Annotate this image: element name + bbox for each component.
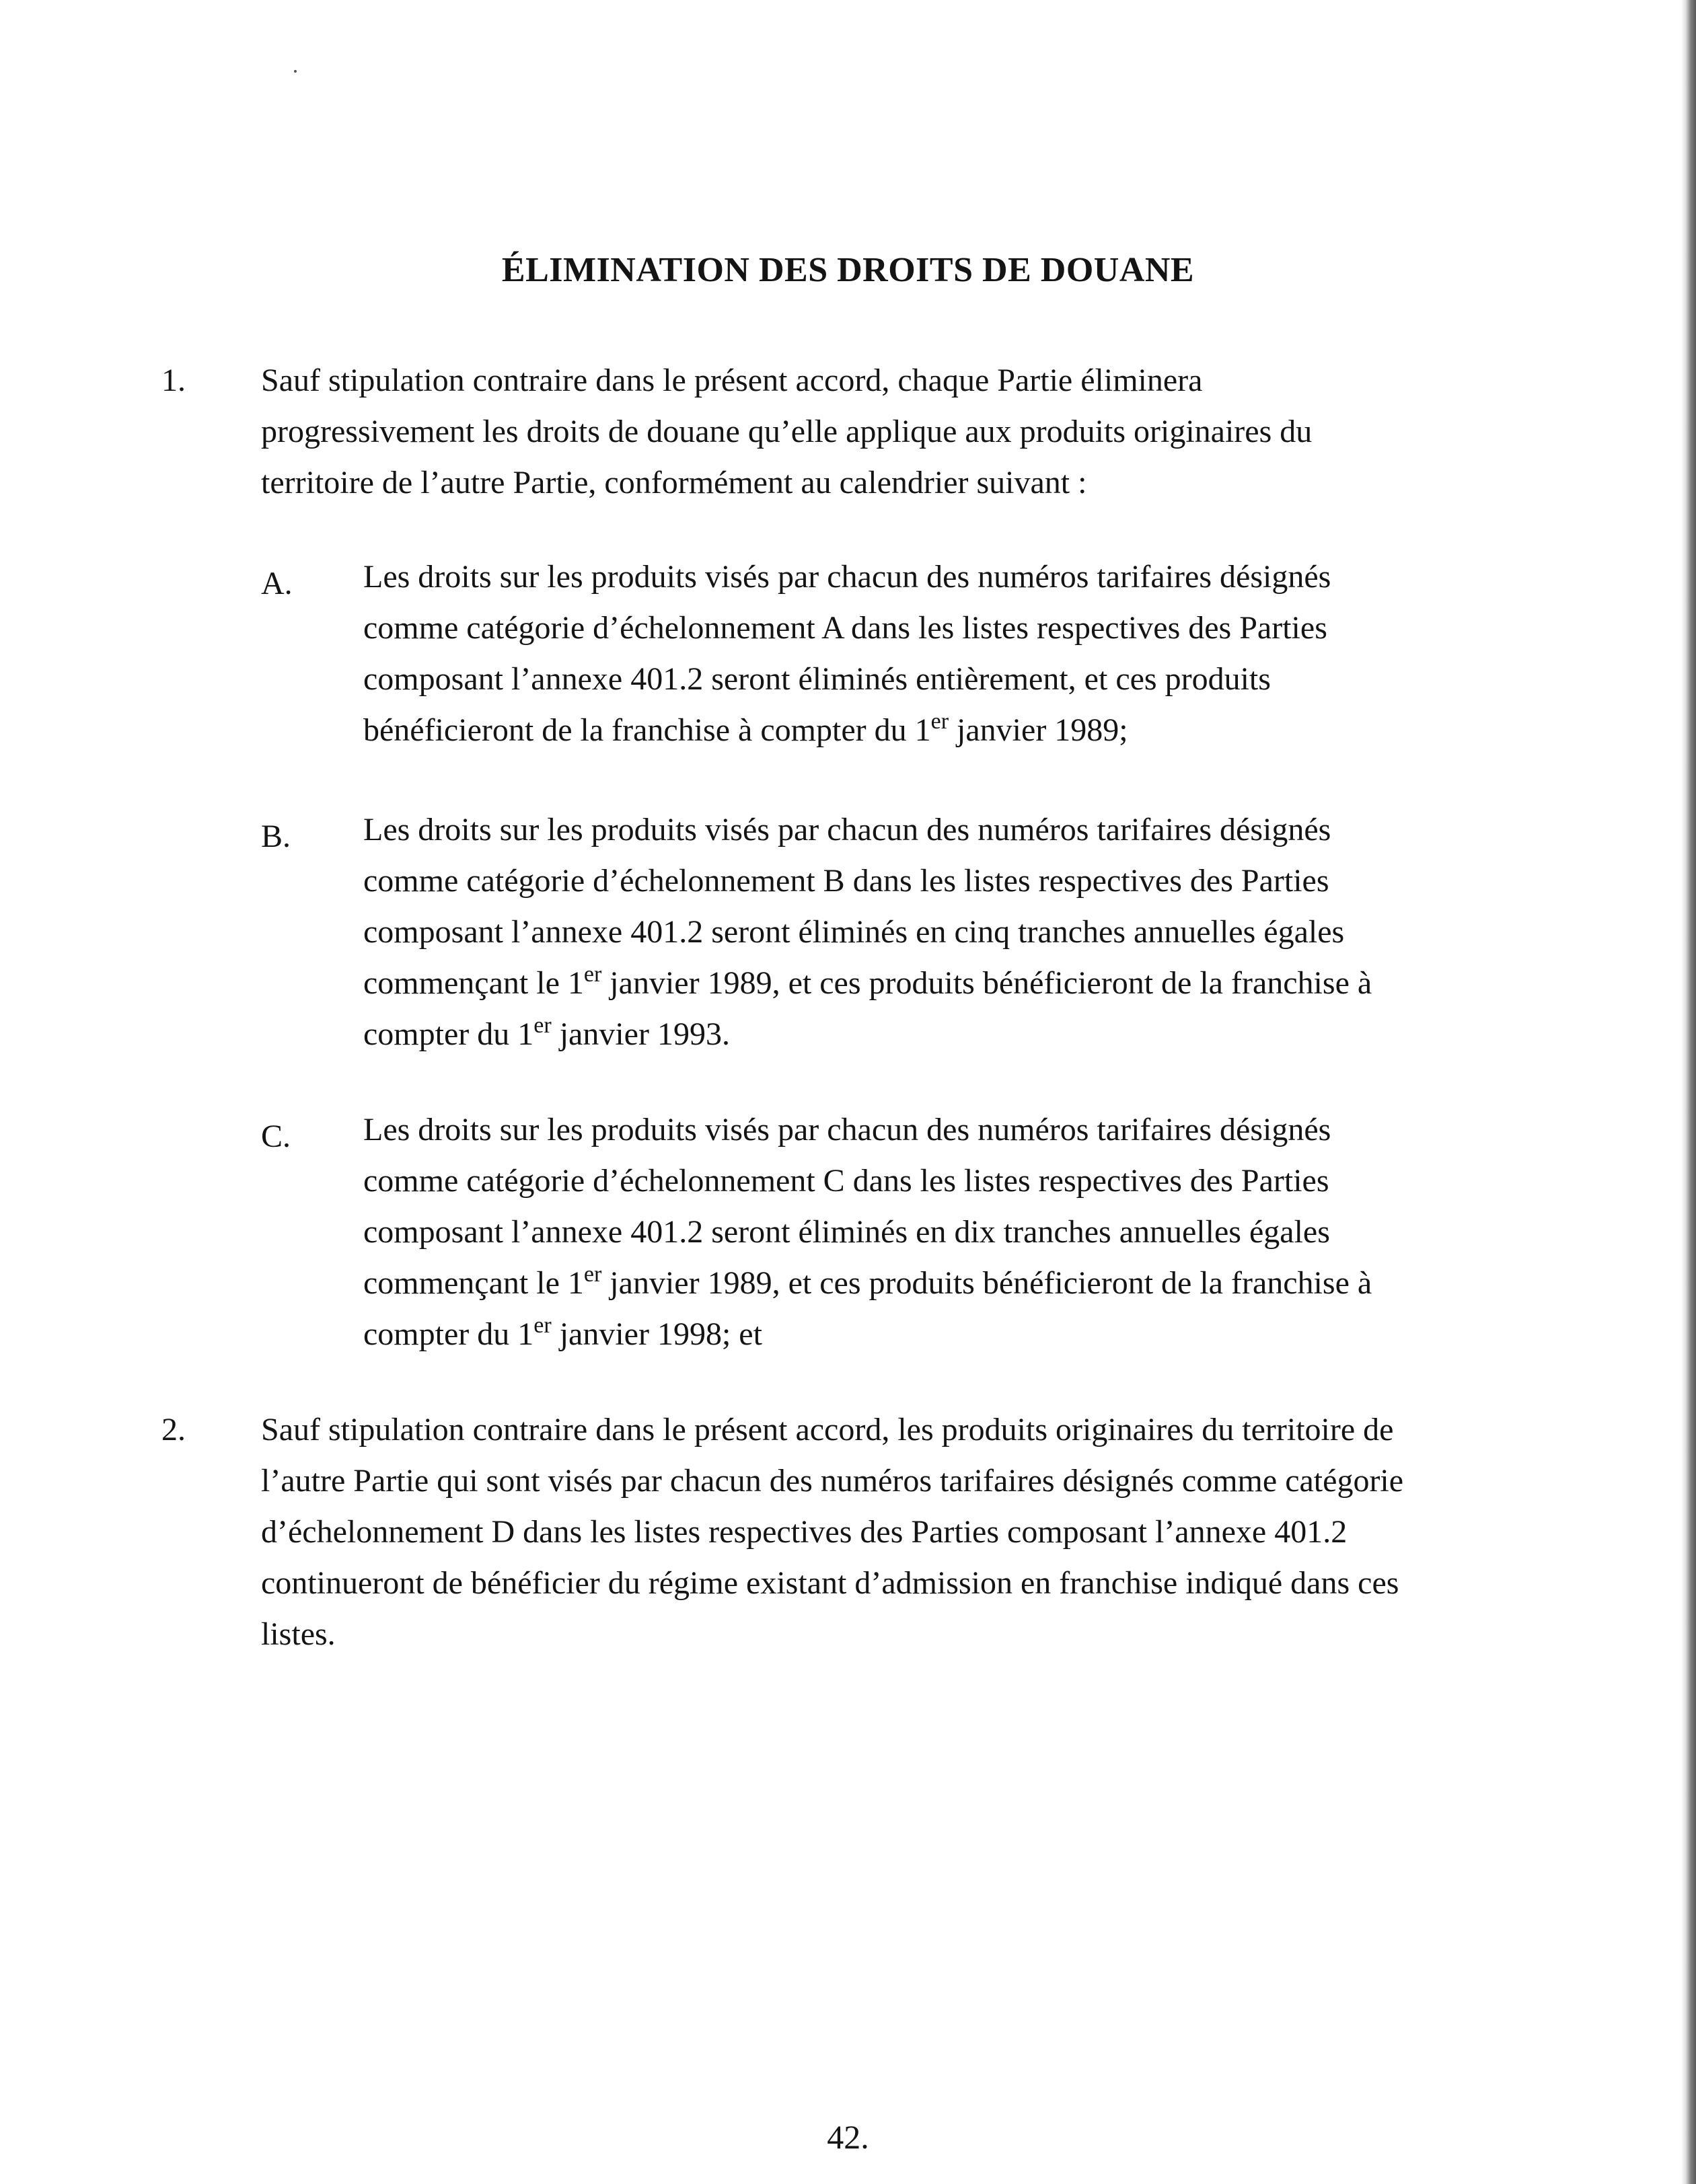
subparagraph-b xyxy=(363,804,1372,1060)
ordinal-superscript: er xyxy=(583,962,602,987)
subparagraph-c-line: comme catégorie d’échelonnement C dans les listes respectives des Parties xyxy=(363,1163,1329,1199)
ordinal-superscript: er xyxy=(583,1262,602,1287)
text-run: compter du 1 xyxy=(363,1016,534,1052)
paragraph-2-line: continueront de bénéficier du régime existant d’admission en franchise indiqué dans ces xyxy=(261,1565,1399,1601)
page-number: 42. xyxy=(827,2118,869,2156)
text-run: janvier 1989, et ces produits bénéficieront de la franchise à xyxy=(601,1265,1372,1301)
paragraph-number-1: 1. xyxy=(161,363,186,398)
text-run: commençant le 1 xyxy=(363,1265,584,1301)
text-run: bénéficieront de la franchise à compter du 1 xyxy=(363,712,931,748)
paragraph-1 xyxy=(261,355,1312,509)
paragraph-2-line: d’échelonnement D dans les listes respectives des Parties composant l’annexe 401.2 xyxy=(261,1514,1348,1550)
subparagraph-a-line: Les droits sur les produits visés par chacun des numéros tarifaires désignés xyxy=(363,559,1331,595)
paragraph-2 xyxy=(261,1404,1403,1660)
subparagraph-a-line: comme catégorie d’échelonnement A dans les listes respectives des Parties xyxy=(363,610,1327,646)
ordinal-superscript: er xyxy=(533,1313,552,1338)
paragraph-number-2: 2. xyxy=(161,1412,186,1447)
paragraph-1-line: Sauf stipulation contraire dans le présent accord, chaque Partie éliminera xyxy=(261,363,1203,398)
subparagraph-c-line: composant l’annexe 401.2 seront éliminés en dix tranches annuelles égales xyxy=(363,1214,1330,1250)
scan-edge-shadow xyxy=(1681,0,1696,2184)
subparagraph-b-line: composant l’annexe 401.2 seront éliminés en cinq tranches annuelles égales xyxy=(363,914,1345,950)
text-run: janvier 1993. xyxy=(551,1016,730,1052)
subparagraph-letter-b: B. xyxy=(261,819,291,854)
scan-speck xyxy=(294,70,297,73)
subparagraph-c-line xyxy=(363,1258,1372,1309)
paragraph-1-line: territoire de l’autre Partie, conformément au calendrier suivant : xyxy=(261,465,1087,500)
subparagraph-c xyxy=(363,1104,1372,1360)
paragraph-1-line: progressivement les droits de douane qu’elle applique aux produits originaires du xyxy=(261,414,1313,449)
subparagraph-a-line xyxy=(363,705,1331,756)
subparagraph-letter-a: A. xyxy=(261,566,293,601)
subparagraph-b-line xyxy=(363,958,1372,1009)
ordinal-superscript: er xyxy=(930,709,949,734)
text-run: compter du 1 xyxy=(363,1316,534,1352)
subparagraph-a xyxy=(363,552,1331,756)
paragraph-2-line: Sauf stipulation contraire dans le présent accord, les produits originaires du territoire de xyxy=(261,1412,1394,1447)
text-run: janvier 1998; et xyxy=(551,1316,762,1352)
text-run: janvier 1989; xyxy=(949,712,1128,748)
subparagraph-a-line: composant l’annexe 401.2 seront éliminés entièrement, et ces produits xyxy=(363,661,1271,697)
subparagraph-b-line: comme catégorie d’échelonnement B dans les listes respectives des Parties xyxy=(363,863,1329,899)
subparagraph-c-line xyxy=(363,1309,1372,1360)
subparagraph-b-line: Les droits sur les produits visés par chacun des numéros tarifaires désignés xyxy=(363,812,1331,848)
text-run: janvier 1989, et ces produits bénéficieront de la franchise à xyxy=(601,965,1372,1001)
paragraph-2-line: listes. xyxy=(261,1616,336,1652)
subparagraph-c-line: Les droits sur les produits visés par chacun des numéros tarifaires désignés xyxy=(363,1112,1331,1147)
page-title: ÉLIMINATION DES DROITS DE DOUANE xyxy=(501,251,1195,289)
ordinal-superscript: er xyxy=(533,1013,552,1038)
paragraph-2-line: l’autre Partie qui sont visés par chacun des numéros tarifaires désignés comme catégorie xyxy=(261,1463,1404,1499)
subparagraph-b-line xyxy=(363,1009,1372,1060)
text-run: commençant le 1 xyxy=(363,965,584,1001)
subparagraph-letter-c: C. xyxy=(261,1119,291,1154)
